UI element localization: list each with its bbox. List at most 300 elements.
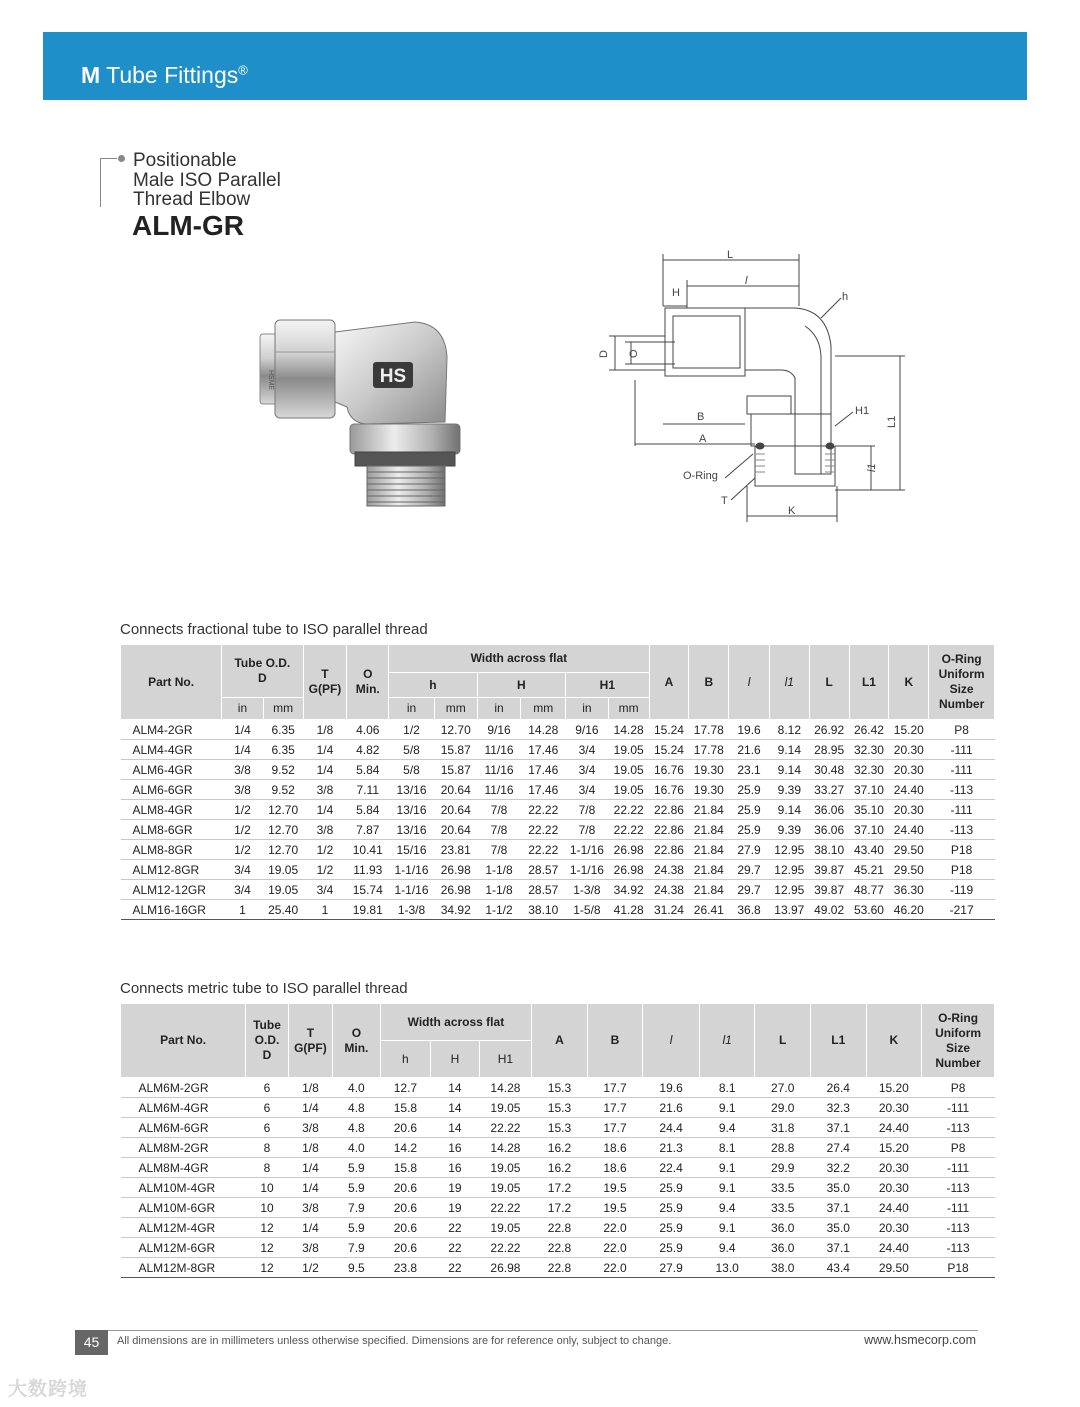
table-cell: 25.9 [659, 1200, 683, 1215]
table-cell: 1-1/16 [394, 882, 429, 897]
table-cell: 7/8 [490, 842, 508, 857]
table-cell: 18.6 [603, 1160, 627, 1175]
table-cell: 20.6 [393, 1200, 418, 1215]
table-row [121, 900, 995, 920]
table-cell: 26.98 [613, 862, 644, 877]
table-cell: 31.24 [653, 902, 684, 917]
table-row [121, 780, 995, 800]
table-cell: 14.28 [528, 722, 559, 737]
table-cell: 1-1/8 [485, 882, 513, 897]
page-number: 45 [75, 1330, 108, 1355]
table-cell: 4.8 [348, 1120, 365, 1135]
col-l1-small: l1 [769, 645, 809, 720]
table-cell: 3/8 [316, 822, 334, 837]
svg-text:h: h [842, 291, 849, 303]
table-cell: 3/8 [234, 782, 251, 797]
table-cell: 29.7 [737, 862, 761, 877]
table-cell: 4.8 [348, 1100, 365, 1115]
table-cell: P8 [950, 1080, 966, 1095]
table-cell: 3/8 [234, 762, 251, 777]
table-cell: 22.8 [547, 1240, 572, 1255]
part-number-cell: ALM4-4GR [132, 742, 193, 757]
table-cell: -217 [949, 902, 974, 917]
table-cell: 13.0 [715, 1260, 739, 1275]
table-cell: 3/8 [302, 1240, 319, 1255]
table-cell: 32.30 [853, 762, 884, 777]
table-cell: 1/2 [302, 1260, 319, 1275]
table-cell: 12.95 [774, 862, 805, 877]
table-cell: 28.57 [528, 882, 559, 897]
table-cell: 17.78 [693, 722, 724, 737]
table-cell: 7/8 [578, 802, 596, 817]
table-cell: 20.30 [893, 762, 924, 777]
col-H: H [431, 1041, 479, 1078]
table-cell: 26.98 [490, 1260, 521, 1275]
table-cell: 28.57 [528, 862, 559, 877]
title-bracket [100, 158, 117, 207]
table-row [121, 820, 995, 840]
table-cell: 29.50 [893, 842, 924, 857]
table-cell: 15.87 [440, 762, 471, 777]
table-cell: 4.82 [356, 742, 380, 757]
table-cell: 13/16 [396, 822, 427, 837]
part-number-cell: ALM10M-4GR [138, 1180, 216, 1195]
col-t: T G(PF) [303, 645, 347, 720]
table-cell: 6 [263, 1100, 271, 1115]
table-row [121, 800, 995, 820]
table-cell: 5.9 [348, 1180, 365, 1195]
table-row [121, 1218, 995, 1238]
table-cell: 22 [448, 1240, 462, 1255]
part-number-cell: ALM12-12GR [132, 882, 206, 897]
table-cell: 1/4 [302, 1180, 319, 1195]
table-cell: 1-1/16 [569, 842, 604, 857]
table-cell: 15.20 [878, 1080, 909, 1095]
table-cell: 20.30 [893, 802, 924, 817]
table-cell: 3/4 [578, 782, 596, 797]
col-L1: L1 [849, 645, 889, 720]
table-cell: 10.41 [352, 842, 383, 857]
part-number-cell: ALM12M-8GR [138, 1260, 216, 1275]
table-cell: 6.35 [271, 742, 295, 757]
col-part-no: Part No. [121, 645, 222, 720]
table-cell: 32.2 [826, 1160, 850, 1175]
table-cell: 22.0 [603, 1260, 627, 1275]
table-cell: 48.77 [853, 882, 884, 897]
table-cell: 33.27 [814, 782, 845, 797]
table-cell: 7/8 [578, 822, 596, 837]
table-cell: 10 [260, 1200, 274, 1215]
table-row [121, 720, 995, 740]
table-cell: 17.7 [603, 1100, 627, 1115]
svg-text:l1: l1 [866, 463, 878, 472]
col-b: B [587, 1004, 643, 1078]
page-title: M Tube Fittings® [81, 62, 248, 88]
table-cell: 26.98 [440, 882, 471, 897]
table-cell: 21.6 [737, 742, 761, 757]
table-cell: 20.64 [440, 802, 471, 817]
table-cell: 20.30 [878, 1160, 909, 1175]
table-cell: 1/8 [316, 722, 334, 737]
unit-mm: mm [608, 698, 649, 720]
table-cell: 28.8 [771, 1140, 795, 1155]
table-cell: 4.06 [356, 722, 380, 737]
table-cell: 13/16 [396, 782, 427, 797]
table-cell: 36.8 [737, 902, 761, 917]
table-cell: 7/8 [490, 802, 508, 817]
table-cell: 9.1 [718, 1180, 736, 1195]
table-cell: 22.86 [653, 842, 684, 857]
table-cell: 1/4 [234, 742, 251, 757]
table-cell: 3/8 [302, 1120, 319, 1135]
table-cell: 9.1 [718, 1220, 736, 1235]
table-cell: -111 [950, 802, 973, 817]
table-row [121, 1098, 995, 1118]
table-cell: 36.0 [771, 1220, 795, 1235]
table-cell: 20.6 [393, 1220, 418, 1235]
table-cell: 35.0 [826, 1220, 850, 1235]
table-cell: 9.4 [718, 1200, 736, 1215]
table-cell: 38.10 [814, 842, 845, 857]
svg-text:K: K [788, 505, 796, 517]
table-cell: 15.8 [393, 1160, 418, 1175]
part-number-cell: ALM12M-4GR [138, 1220, 216, 1235]
col-b: B [689, 645, 729, 720]
table-cell: 15.24 [653, 722, 684, 737]
table-cell: 15.3 [547, 1120, 572, 1135]
table-cell: 26.41 [693, 902, 724, 917]
table-cell: 33.5 [771, 1200, 795, 1215]
table-cell: 15.8 [393, 1100, 418, 1115]
table-cell: 12 [260, 1260, 274, 1275]
table-cell: 17.2 [547, 1180, 572, 1195]
table-cell: 15/16 [396, 842, 427, 857]
table-cell: 20.30 [878, 1220, 909, 1235]
col-K: K [866, 1004, 922, 1078]
table-cell: 1/8 [302, 1080, 319, 1095]
part-number-cell: ALM12-8GR [132, 862, 200, 877]
header-banner [43, 32, 1027, 100]
table-cell: 16.76 [653, 782, 684, 797]
table-cell: 3/8 [302, 1200, 319, 1215]
table-cell: 9.39 [777, 822, 801, 837]
table1-caption: Connects fractional tube to ISO parallel thread [120, 621, 428, 638]
table-cell: 9.39 [777, 782, 801, 797]
table-cell: 20.64 [440, 822, 471, 837]
table-cell: 12.70 [268, 842, 299, 857]
col-t: T G(PF) [288, 1004, 332, 1078]
col-width-across-flat: Width across flat [389, 645, 649, 673]
table-cell: 24.40 [893, 782, 924, 797]
table-cell: 1-5/8 [573, 902, 601, 917]
table-cell: -113 [946, 1180, 970, 1195]
table-cell: 37.10 [853, 782, 884, 797]
table-cell: 37.1 [826, 1120, 850, 1135]
col-o: O Min. [347, 645, 389, 720]
table-cell: 1-3/8 [397, 902, 426, 917]
title-bullet [118, 155, 125, 162]
table-cell: 21.3 [659, 1140, 683, 1155]
table-cell: -113 [950, 822, 974, 837]
table-cell: 8.12 [777, 722, 801, 737]
table-cell: 20.30 [893, 742, 924, 757]
table-cell: 22 [448, 1220, 462, 1235]
table-cell: 18.6 [603, 1140, 627, 1155]
table-cell: 9.14 [777, 742, 801, 757]
unit-mm: mm [263, 698, 303, 720]
table-cell: 5/8 [403, 762, 420, 777]
part-number-cell: ALM6M-4GR [138, 1100, 209, 1115]
table-row [121, 880, 995, 900]
col-width-across-flat: Width across flat [380, 1004, 532, 1041]
table-cell: -113 [950, 782, 974, 797]
table-cell: 22.22 [528, 842, 559, 857]
unit-mm: mm [434, 698, 477, 720]
table-cell: 45.21 [853, 862, 884, 877]
unit-in: in [566, 698, 609, 720]
table-cell: 22.86 [653, 822, 684, 837]
table-cell: 22.22 [528, 822, 559, 837]
table-cell: 1/4 [316, 762, 334, 777]
table-cell: 16 [448, 1140, 462, 1155]
table-cell: 37.1 [826, 1240, 850, 1255]
table-cell: 12 [260, 1240, 274, 1255]
col-tube-od: Tube O.D. D [222, 645, 303, 698]
col-l-small: l [729, 645, 770, 720]
col-l-small: l [643, 1004, 700, 1078]
table-cell: 14 [448, 1120, 462, 1135]
table-cell: 4.0 [348, 1140, 365, 1155]
table-cell: 21.84 [693, 842, 724, 857]
svg-text:B: B [697, 411, 705, 423]
part-number-cell: ALM10M-6GR [138, 1200, 216, 1215]
table-cell: 15.3 [547, 1080, 572, 1095]
table-cell: 19.05 [490, 1160, 521, 1175]
table-cell: 9.52 [271, 762, 295, 777]
table-cell: 20.6 [393, 1120, 418, 1135]
fractional-spec-table [120, 644, 995, 920]
table-cell: 17.7 [603, 1080, 627, 1095]
table-cell: 43.4 [826, 1260, 850, 1275]
table-cell: 32.30 [853, 742, 884, 757]
table-cell: 22.0 [603, 1220, 627, 1235]
table-cell: 27.9 [737, 842, 761, 857]
table-cell: 6 [263, 1120, 271, 1135]
table-cell: 16.2 [547, 1160, 572, 1175]
table-cell: 1-1/16 [394, 862, 429, 877]
table-cell: 29.50 [878, 1260, 909, 1275]
table-cell: 14.28 [490, 1140, 521, 1155]
table-row [121, 1138, 995, 1158]
col-L1: L1 [811, 1004, 867, 1078]
table-cell: 20.6 [393, 1180, 418, 1195]
photo-brand-text: HS [379, 366, 407, 387]
table-cell: 28.95 [814, 742, 845, 757]
table-cell: P8 [954, 722, 969, 737]
table-cell: 11/16 [484, 782, 514, 797]
table-cell: 25.40 [268, 902, 299, 917]
col-oring: O-Ring Uniform Size Number [929, 645, 995, 720]
part-number-cell: ALM16-16GR [132, 902, 206, 917]
table-row [121, 860, 995, 880]
table-cell: 23.81 [440, 842, 471, 857]
part-number-cell: ALM8M-4GR [138, 1160, 209, 1175]
table-cell: 14.28 [613, 722, 644, 737]
table-cell: 19.5 [603, 1200, 627, 1215]
table-cell: -111 [950, 762, 973, 777]
table-cell: 9.5 [348, 1260, 365, 1275]
table-cell: 38.0 [771, 1260, 795, 1275]
table-cell: 1/2 [316, 842, 334, 857]
table-cell: 3/4 [578, 762, 596, 777]
table-cell: 21.84 [693, 802, 724, 817]
svg-text:O-Ring: O-Ring [683, 470, 718, 482]
table-cell: 19.05 [490, 1220, 521, 1235]
table-cell: 19.05 [613, 762, 644, 777]
table-cell: 22.22 [528, 802, 559, 817]
table-cell: 1/2 [234, 822, 251, 837]
table-cell: 22.4 [659, 1160, 683, 1175]
svg-text:H: H [672, 287, 680, 299]
table-cell: 21.84 [693, 822, 724, 837]
table-row [121, 740, 995, 760]
table-cell: 19.05 [613, 782, 644, 797]
table-cell: 24.38 [653, 862, 684, 877]
table-cell: 3/8 [316, 782, 334, 797]
table-cell: -111 [950, 742, 973, 757]
table-cell: 12.70 [440, 722, 471, 737]
svg-text:D: D [598, 350, 610, 358]
table-cell: 26.42 [853, 722, 884, 737]
table-cell: 25.9 [737, 822, 761, 837]
table-row [121, 760, 995, 780]
table-cell: 11/16 [484, 742, 514, 757]
table-cell: 9.4 [718, 1240, 736, 1255]
watermark: 大数跨境 [8, 1379, 89, 1400]
table-cell: 29.50 [893, 862, 924, 877]
part-number-cell: ALM12M-6GR [138, 1240, 216, 1255]
table-cell: 1/4 [316, 802, 334, 817]
table-cell: 19 [448, 1200, 462, 1215]
table-cell: 15.24 [653, 742, 684, 757]
table-cell: 29.9 [771, 1160, 795, 1175]
unit-in: in [477, 698, 521, 720]
col-oring: O-Ring Uniform Size Number [922, 1004, 995, 1078]
table-cell: 15.3 [547, 1100, 572, 1115]
table-cell: 9.1 [718, 1100, 736, 1115]
table-cell: 13.97 [774, 902, 805, 917]
table-cell: 5.9 [348, 1220, 365, 1235]
table-cell: 22.22 [490, 1120, 521, 1135]
table-cell: 19.81 [352, 902, 383, 917]
table-cell: 19.6 [737, 722, 761, 737]
table-cell: 19.05 [490, 1180, 521, 1195]
table-cell: -119 [950, 882, 974, 897]
table-cell: 29.0 [771, 1100, 795, 1115]
table-cell: 1-1/2 [485, 902, 513, 917]
table-cell: 16.76 [653, 762, 684, 777]
product-name: Positionable Male ISO Parallel Thread Elbow [133, 150, 281, 210]
table-cell: 19.05 [490, 1100, 521, 1115]
table-cell: 1 [321, 902, 329, 917]
part-number-cell: ALM6-6GR [132, 782, 193, 797]
svg-text:T: T [721, 495, 728, 507]
table-cell: 12.95 [774, 882, 805, 897]
part-number-cell: ALM6-4GR [132, 762, 193, 777]
col-h: h [380, 1041, 431, 1078]
table-cell: 19.30 [693, 762, 724, 777]
table-cell: 14 [448, 1080, 462, 1095]
part-number-cell: ALM8-8GR [132, 842, 193, 857]
table-cell: 1-3/8 [573, 882, 601, 897]
table-cell: 37.1 [826, 1200, 850, 1215]
table-cell: 7.87 [356, 822, 380, 837]
table-cell: 26.4 [826, 1080, 850, 1095]
col-L: L [755, 1004, 811, 1078]
table-cell: 25.9 [737, 782, 761, 797]
table-cell: 8 [263, 1140, 271, 1155]
table-cell: 19.05 [613, 742, 644, 757]
table-cell: 12.7 [393, 1080, 418, 1095]
col-H1: H1 [479, 1041, 532, 1078]
table-cell: 25.9 [659, 1240, 683, 1255]
table-cell: 36.06 [814, 822, 845, 837]
col-H1: H1 [566, 673, 649, 698]
table-cell: 22 [448, 1260, 462, 1275]
col-h: h [389, 673, 477, 698]
table-cell: 26.98 [440, 862, 471, 877]
table-cell: 39.87 [814, 862, 845, 877]
table-cell: 6.35 [271, 722, 295, 737]
table-cell: 16 [448, 1160, 462, 1175]
svg-text:L1: L1 [886, 415, 898, 428]
table-cell: 1/4 [302, 1160, 319, 1175]
unit-mm: mm [521, 698, 566, 720]
table-cell: 8.1 [718, 1140, 736, 1155]
table-cell: 26.98 [613, 842, 644, 857]
product-code: ALM-GR [132, 210, 244, 241]
table-cell: -113 [946, 1240, 970, 1255]
table-cell: 36.0 [771, 1240, 795, 1255]
table-row [121, 1238, 995, 1258]
table-cell: 10 [260, 1180, 274, 1195]
table-cell: 9.4 [718, 1120, 736, 1135]
svg-text:A: A [699, 433, 707, 445]
table-cell: 1/8 [302, 1140, 319, 1155]
table-cell: 22.22 [490, 1240, 521, 1255]
table-cell: 31.8 [771, 1120, 795, 1135]
table-cell: 22.22 [613, 802, 644, 817]
table-row [121, 1158, 995, 1178]
table-cell: 38.10 [528, 902, 559, 917]
table-cell: 1/4 [316, 742, 334, 757]
photo-nut-text: HSME [267, 370, 274, 391]
svg-text:O: O [628, 349, 640, 358]
table-cell: 1/2 [234, 802, 251, 817]
table-cell: 9/16 [575, 722, 599, 737]
table-cell: 17.2 [547, 1200, 572, 1215]
table2-caption: Connects metric tube to ISO parallel thread [120, 980, 408, 997]
footer-rule [108, 1330, 978, 1331]
website-link[interactable]: www.hsmecorp.com [864, 1333, 976, 1347]
table-cell: 23.8 [393, 1260, 418, 1275]
table-cell: 14.2 [393, 1140, 418, 1155]
table-cell: 1/2 [234, 842, 251, 857]
table-cell: 20.6 [393, 1240, 418, 1255]
table-cell: 24.4 [659, 1120, 683, 1135]
table-cell: 5.9 [348, 1160, 365, 1175]
table-cell: 17.78 [693, 742, 724, 757]
